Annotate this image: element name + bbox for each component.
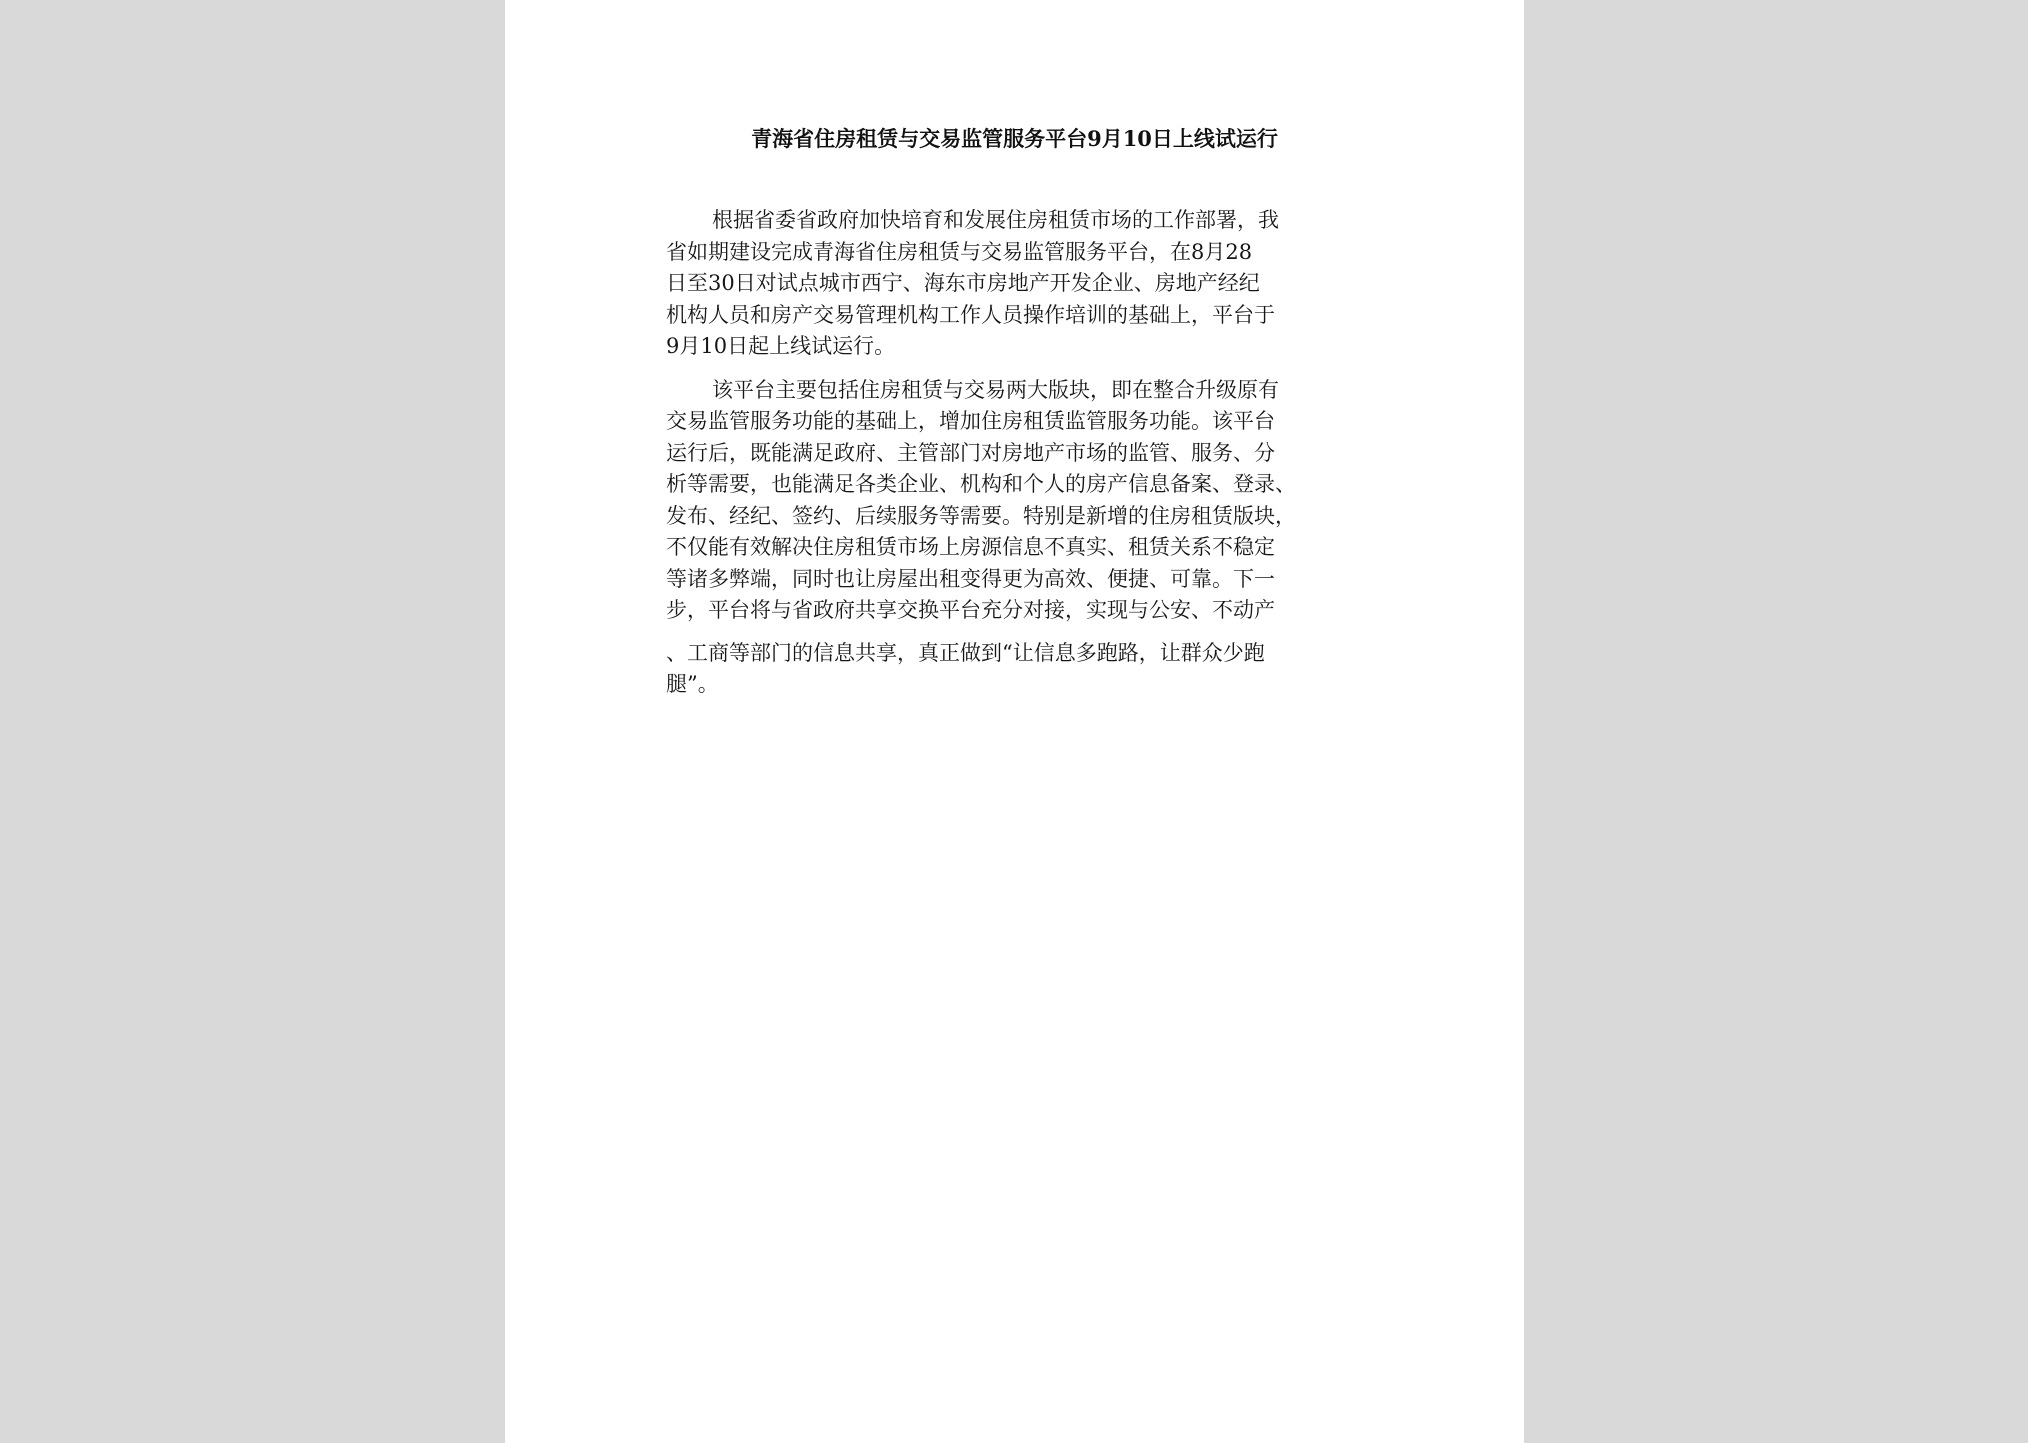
text-line: 等诸多弊端，同时也让房屋出租变得更为高效、便捷、可靠。下一 — [666, 566, 1275, 591]
text-line: 交易监管服务功能的基础上，增加住房租赁监管服务功能。该平台 — [666, 409, 1275, 433]
document-body — [666, 205, 1366, 701]
text-line: 机构人员和房产交易管理机构工作人员操作培训的基础上，平台于 — [666, 302, 1275, 327]
text-line: 不仅能有效解决住房租赁市场上房源信息不真实、租赁关系不稳定 — [666, 535, 1275, 559]
text-line: 运行后，既能满足政府、主管部门对房地产市场的监管、服务、分 — [666, 440, 1275, 465]
paragraph-spacer — [666, 363, 1366, 375]
paragraph-1 — [666, 205, 1366, 363]
text-line: 日至30日对试点城市西宁、海东市房地产开发企业、房地产经纪 — [666, 271, 1260, 295]
document-title: 青海省住房租赁与交易监管服务平台9月10日上线试运行 — [751, 126, 1278, 151]
text-line: 省如期建设完成青海省住房租赁与交易监管服务平台，在8月28 — [666, 239, 1253, 264]
document-page — [505, 0, 1524, 1443]
paragraph-2 — [666, 375, 1366, 701]
text-line: 腿”。 — [666, 672, 719, 696]
text-line: 析等需要，也能满足各类企业、机构和个人的房产信息备案、登录、 — [666, 472, 1296, 496]
text-line: 、工商等部门的信息共享，真正做到“让信息多跑路，让群众少跑 — [666, 640, 1265, 665]
text-line: 步，平台将与省政府共享交换平台充分对接，实现与公安、不动产 — [666, 598, 1275, 622]
text-line: 该平台主要包括住房租赁与交易两大版块，即在整合升级原有 — [712, 377, 1279, 402]
text-line: 发布、经纪、签约、后续服务等需要。特别是新增的住房租赁版块， — [666, 503, 1296, 528]
line-spacer — [666, 627, 1366, 638]
text-line: 9月10日起上线试运行。 — [666, 334, 896, 358]
text-line: 根据省委省政府加快培育和发展住房租赁市场的工作部署，我 — [712, 208, 1279, 232]
